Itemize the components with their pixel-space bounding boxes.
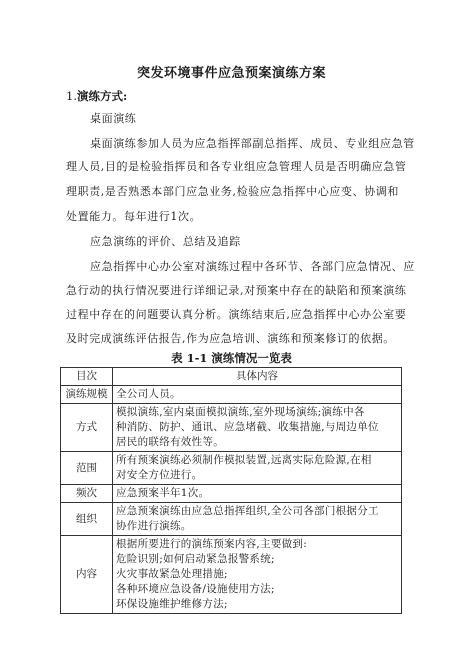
content-line: 对安全方位进行。: [116, 469, 203, 481]
row-content: [113, 503, 402, 536]
paragraph-line: 理人员,目的是检验指挥员和各专业组应急管理人员是否明确应急管: [66, 160, 407, 173]
content-line: 火灾事故紧急处理措施;: [116, 568, 228, 580]
paragraph-line: 理职责,是否熟悉本部门应急业务,检验应急指挥中心应变、协调和: [66, 185, 399, 198]
table-row: [61, 452, 402, 485]
document-title: 突发环境事件应急预案演练方案: [136, 66, 326, 81]
row-content: [113, 404, 402, 452]
content-line: 应急预案演练由应急总指挥组织,全公司各部门根据分工: [116, 505, 379, 517]
paragraph-line: 桌面演练参加人员为应急指挥部副总指挥、成员、专业组应急管: [90, 137, 415, 150]
table-row: [61, 485, 402, 503]
row-item-label: 频次: [61, 485, 113, 503]
content-line: 危险识别;如何启动紧急报警系统;: [116, 553, 275, 565]
content-line: 应急预案半年1次。: [116, 487, 210, 499]
table-row: [61, 503, 402, 536]
row-item-label: 内容: [61, 536, 113, 614]
table-header-row: [61, 368, 402, 386]
content-line: 根据所要进行的演练预案内容,主要做到:: [116, 538, 308, 550]
section-number: 1.: [66, 89, 77, 103]
content-line: 所有预案演练必须制作模拟装置,远离实际危险源,在相: [116, 454, 372, 466]
paragraph-line: 应急指挥中心办公室对演练过程中各环节、各部门应急情况、应: [90, 260, 415, 273]
drill-summary-table: [60, 367, 402, 614]
content-line: 全公司人员。: [116, 388, 181, 400]
table-row: [61, 536, 402, 614]
row-content: [113, 536, 402, 614]
section-heading: [66, 88, 127, 104]
row-item-label: 方式: [61, 404, 113, 452]
row-content: [113, 386, 402, 404]
paragraph-line: 过程中存在的问题要认真分析。演练结束后,应急指挥中心办公室要: [66, 308, 407, 321]
table-row: [61, 404, 402, 452]
row-content: [113, 452, 402, 485]
content-line: 各种环境应急设备/设施使用方法;: [116, 583, 275, 595]
section-title: 演练方式:: [76, 89, 128, 103]
row-item-label: 组织: [61, 503, 113, 536]
table-row: [61, 386, 402, 404]
table-caption: 表 1-1 演练情况一览表: [171, 351, 292, 365]
content-line: 模拟演练,室内桌面模拟演练,室外现场演练;演练中各: [116, 406, 365, 418]
row-item-label: 演练规模: [61, 386, 113, 404]
paragraph-line: 处置能力。每年进行1次。: [66, 210, 202, 223]
row-item-label: 范围: [61, 452, 113, 485]
paragraph-line: 及时完成演练评估报告,作为应急培训、演练和预案修订的依据。: [66, 332, 395, 345]
paragraph-line: 急行动的执行情况要进行详细记录,对预案中存在的缺陷和预案演练: [66, 284, 407, 297]
paragraph-line: 应急演练的评价、总结及追踪: [90, 235, 241, 248]
paragraph-line: 桌面演练: [90, 112, 137, 125]
row-content: [113, 485, 402, 503]
column-header: 具体内容: [113, 368, 402, 386]
content-line: 环保设施维护维修方法;: [116, 598, 228, 610]
content-line: 协作进行演练。: [116, 520, 192, 532]
content-line: 种消防、防护、通讯、应急堵截、收集措施,与周边单位: [116, 421, 379, 433]
content-line: 居民的联络有效性等。: [116, 436, 224, 448]
column-header: 目次: [61, 368, 113, 386]
